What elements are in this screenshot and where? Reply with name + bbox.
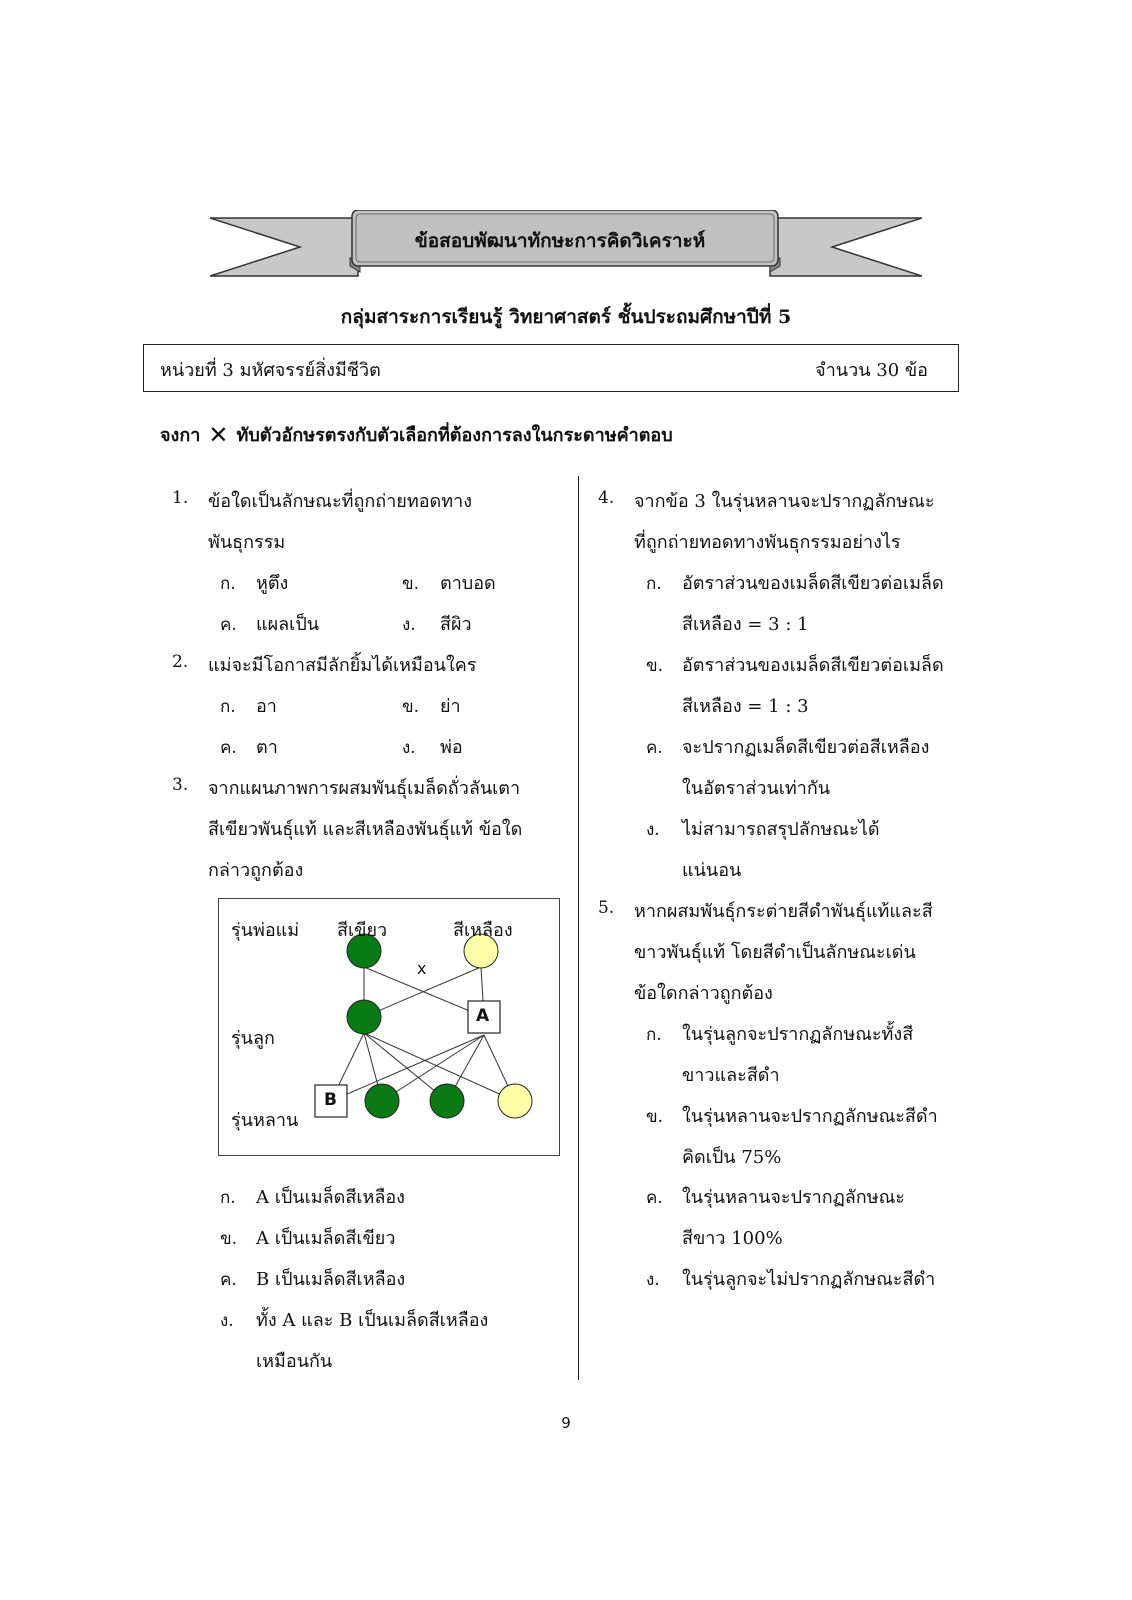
subject-heading: กลุ่มสาระการเรียนรู้ วิทยาศาสตร์ ชั้นประถมศึกษาปีที่ 5 (340, 306, 792, 328)
choice-letter: ง. (646, 820, 660, 840)
question-text: จากแผนภาพการผสมพันธุ์เมล็ดถั่วลันเตา (208, 778, 521, 799)
choice-text: ขาวและสีดำ (682, 1065, 780, 1086)
choice-text: ในอัตราส่วนเท่ากัน (682, 778, 831, 799)
choice-letter: ข. (646, 1107, 664, 1127)
choice-text: แผลเป็น (256, 614, 320, 635)
choice-text: ย่า (440, 696, 461, 717)
question-number: 3. (172, 775, 189, 795)
choice-text: ทั้ง A และ B เป็นเมล็ดสีเหลือง (256, 1310, 489, 1331)
choice-letter: ค. (646, 738, 663, 758)
choice-text: คิดเป็น 75% (682, 1147, 782, 1168)
banner-title: ข้อสอบพัฒนาทักษะการคิดวิเคราะห์ (414, 230, 706, 252)
column-divider (578, 476, 579, 1380)
question-number: 1. (172, 488, 189, 508)
choice-letter: ค. (646, 1188, 663, 1208)
choice-letter: ง. (402, 738, 416, 758)
page-number: 9 (561, 1414, 571, 1432)
instruction (160, 420, 673, 449)
green-seed-grandchild (430, 1084, 464, 1118)
choice-text: สีเหลือง = 1 : 3 (682, 696, 809, 717)
question-text: กล่าวถูกต้อง (208, 860, 304, 881)
question-text: หากผสมพันธุ์กระต่ายสีดำพันธุ์แท้และสี (634, 901, 933, 922)
choice-letter: ข. (402, 574, 420, 594)
choice-text: จะปรากฏเมล็ดสีเขียวต่อสีเหลือง (682, 737, 930, 758)
yellow-label: สีเหลือง (453, 920, 513, 941)
grandchildren-generation-label: รุ่นหลาน (231, 1110, 299, 1131)
choice-text: สีเหลือง = 3 : 1 (682, 614, 809, 635)
choice-letter: ค. (220, 1270, 237, 1290)
green-seed-grandchild (365, 1084, 399, 1118)
choice-letter: ข. (402, 697, 420, 717)
question-text: แม่จะมีโอกาสมีลักยิ้มได้เหมือนใคร (208, 655, 477, 676)
choice-text: A เป็นเมล็ดสีเขียว (256, 1228, 396, 1249)
choice-letter: ก. (220, 697, 236, 717)
choice-text: สีขาว 100% (682, 1228, 783, 1249)
question-number: 4. (598, 488, 615, 508)
choice-letter: ข. (646, 656, 664, 676)
unknown-a-label: A (476, 1006, 490, 1026)
question-text: สีเขียวพันธุ์แท้ และสีเหลืองพันธุ์แท้ ข้อใด (208, 819, 523, 840)
question-text: พันธุกรรม (208, 532, 286, 553)
unit-name: หน่วยที่ 3 มหัศจรรย์สิ่งมีชีวิต (160, 360, 381, 381)
question-text: จากข้อ 3 ในรุ่นหลานจะปรากฏลักษณะ (634, 491, 935, 512)
choice-letter: ค. (220, 615, 237, 635)
green-label: สีเขียว (337, 920, 388, 941)
choice-letter: ก. (220, 574, 236, 594)
choice-text: ตาบอด (440, 573, 496, 594)
question-text: ที่ถูกถ่ายทอดทางพันธุกรรมอย่างไร (634, 532, 901, 553)
choice-letter: ข. (220, 1229, 238, 1249)
instruction-prefix: จงกา (160, 425, 201, 446)
choice-text: สีผิว (440, 614, 472, 635)
choice-letter: ก. (646, 1025, 662, 1045)
parents-generation-label: รุ่นพ่อแม่ (231, 920, 300, 941)
choice-text: อัตราส่วนของเมล็ดสีเขียวต่อเมล็ด (682, 655, 944, 676)
choice-text: อา (256, 696, 277, 717)
choice-text: ในรุ่นลูกจะปรากฏลักษณะทั้งสี (682, 1024, 914, 1045)
choice-text: แน่นอน (682, 860, 742, 881)
choice-text: ในรุ่นลูกจะไม่ปรากฏลักษณะสีดำ (682, 1269, 936, 1290)
green-seed-child (347, 1000, 381, 1034)
unknown-b-label: B (324, 1090, 337, 1110)
choice-text: ในรุ่นหลานจะปรากฏลักษณะ (682, 1187, 905, 1208)
choice-text: อัตราส่วนของเมล็ดสีเขียวต่อเมล็ด (682, 573, 944, 594)
choice-letter: ง. (402, 615, 416, 635)
choice-letter: ง. (646, 1270, 660, 1290)
choice-text: B เป็นเมล็ดสีเหลือง (256, 1269, 406, 1290)
cross-mark-icon: ✕ (208, 420, 229, 449)
choice-text: A เป็นเมล็ดสีเหลือง (256, 1187, 405, 1208)
choice-letter: ง. (220, 1311, 234, 1331)
question-text: ข้อใดเป็นลักษณะที่ถูกถ่ายทอดทาง (208, 491, 472, 512)
choice-letter: ก. (220, 1188, 236, 1208)
choice-text: พ่อ (440, 737, 463, 758)
choice-text: ไม่สามารถสรุปลักษณะได้ (682, 819, 880, 840)
yellow-seed-grandchild (498, 1084, 532, 1118)
choice-text: ในรุ่นหลานจะปรากฏลักษณะสีดำ (682, 1106, 938, 1127)
choice-letter: ก. (646, 574, 662, 594)
cross-symbol: x (417, 959, 427, 978)
choice-text: หูตึง (256, 573, 289, 594)
question-text: ข้อใดกล่าวถูกต้อง (634, 983, 773, 1004)
question-count: จำนวน 30 ข้อ (815, 360, 928, 381)
choice-letter: ค. (220, 738, 237, 758)
children-generation-label: รุ่นลูก (231, 1028, 275, 1049)
question-number: 2. (172, 652, 189, 672)
instruction-text: ทับตัวอักษรตรงกับตัวเลือกที่ต้องการลงในกระดาษคำตอบ (236, 425, 673, 446)
choice-text: เหมือนกัน (256, 1351, 333, 1372)
choice-text: ตา (256, 737, 278, 758)
unit-info-box (143, 344, 959, 392)
question-text: ขาวพันธุ์แท้ โดยสีดำเป็นลักษณะเด่น (634, 942, 916, 963)
cross-diagram (218, 898, 560, 1156)
question-number: 5. (598, 898, 615, 918)
